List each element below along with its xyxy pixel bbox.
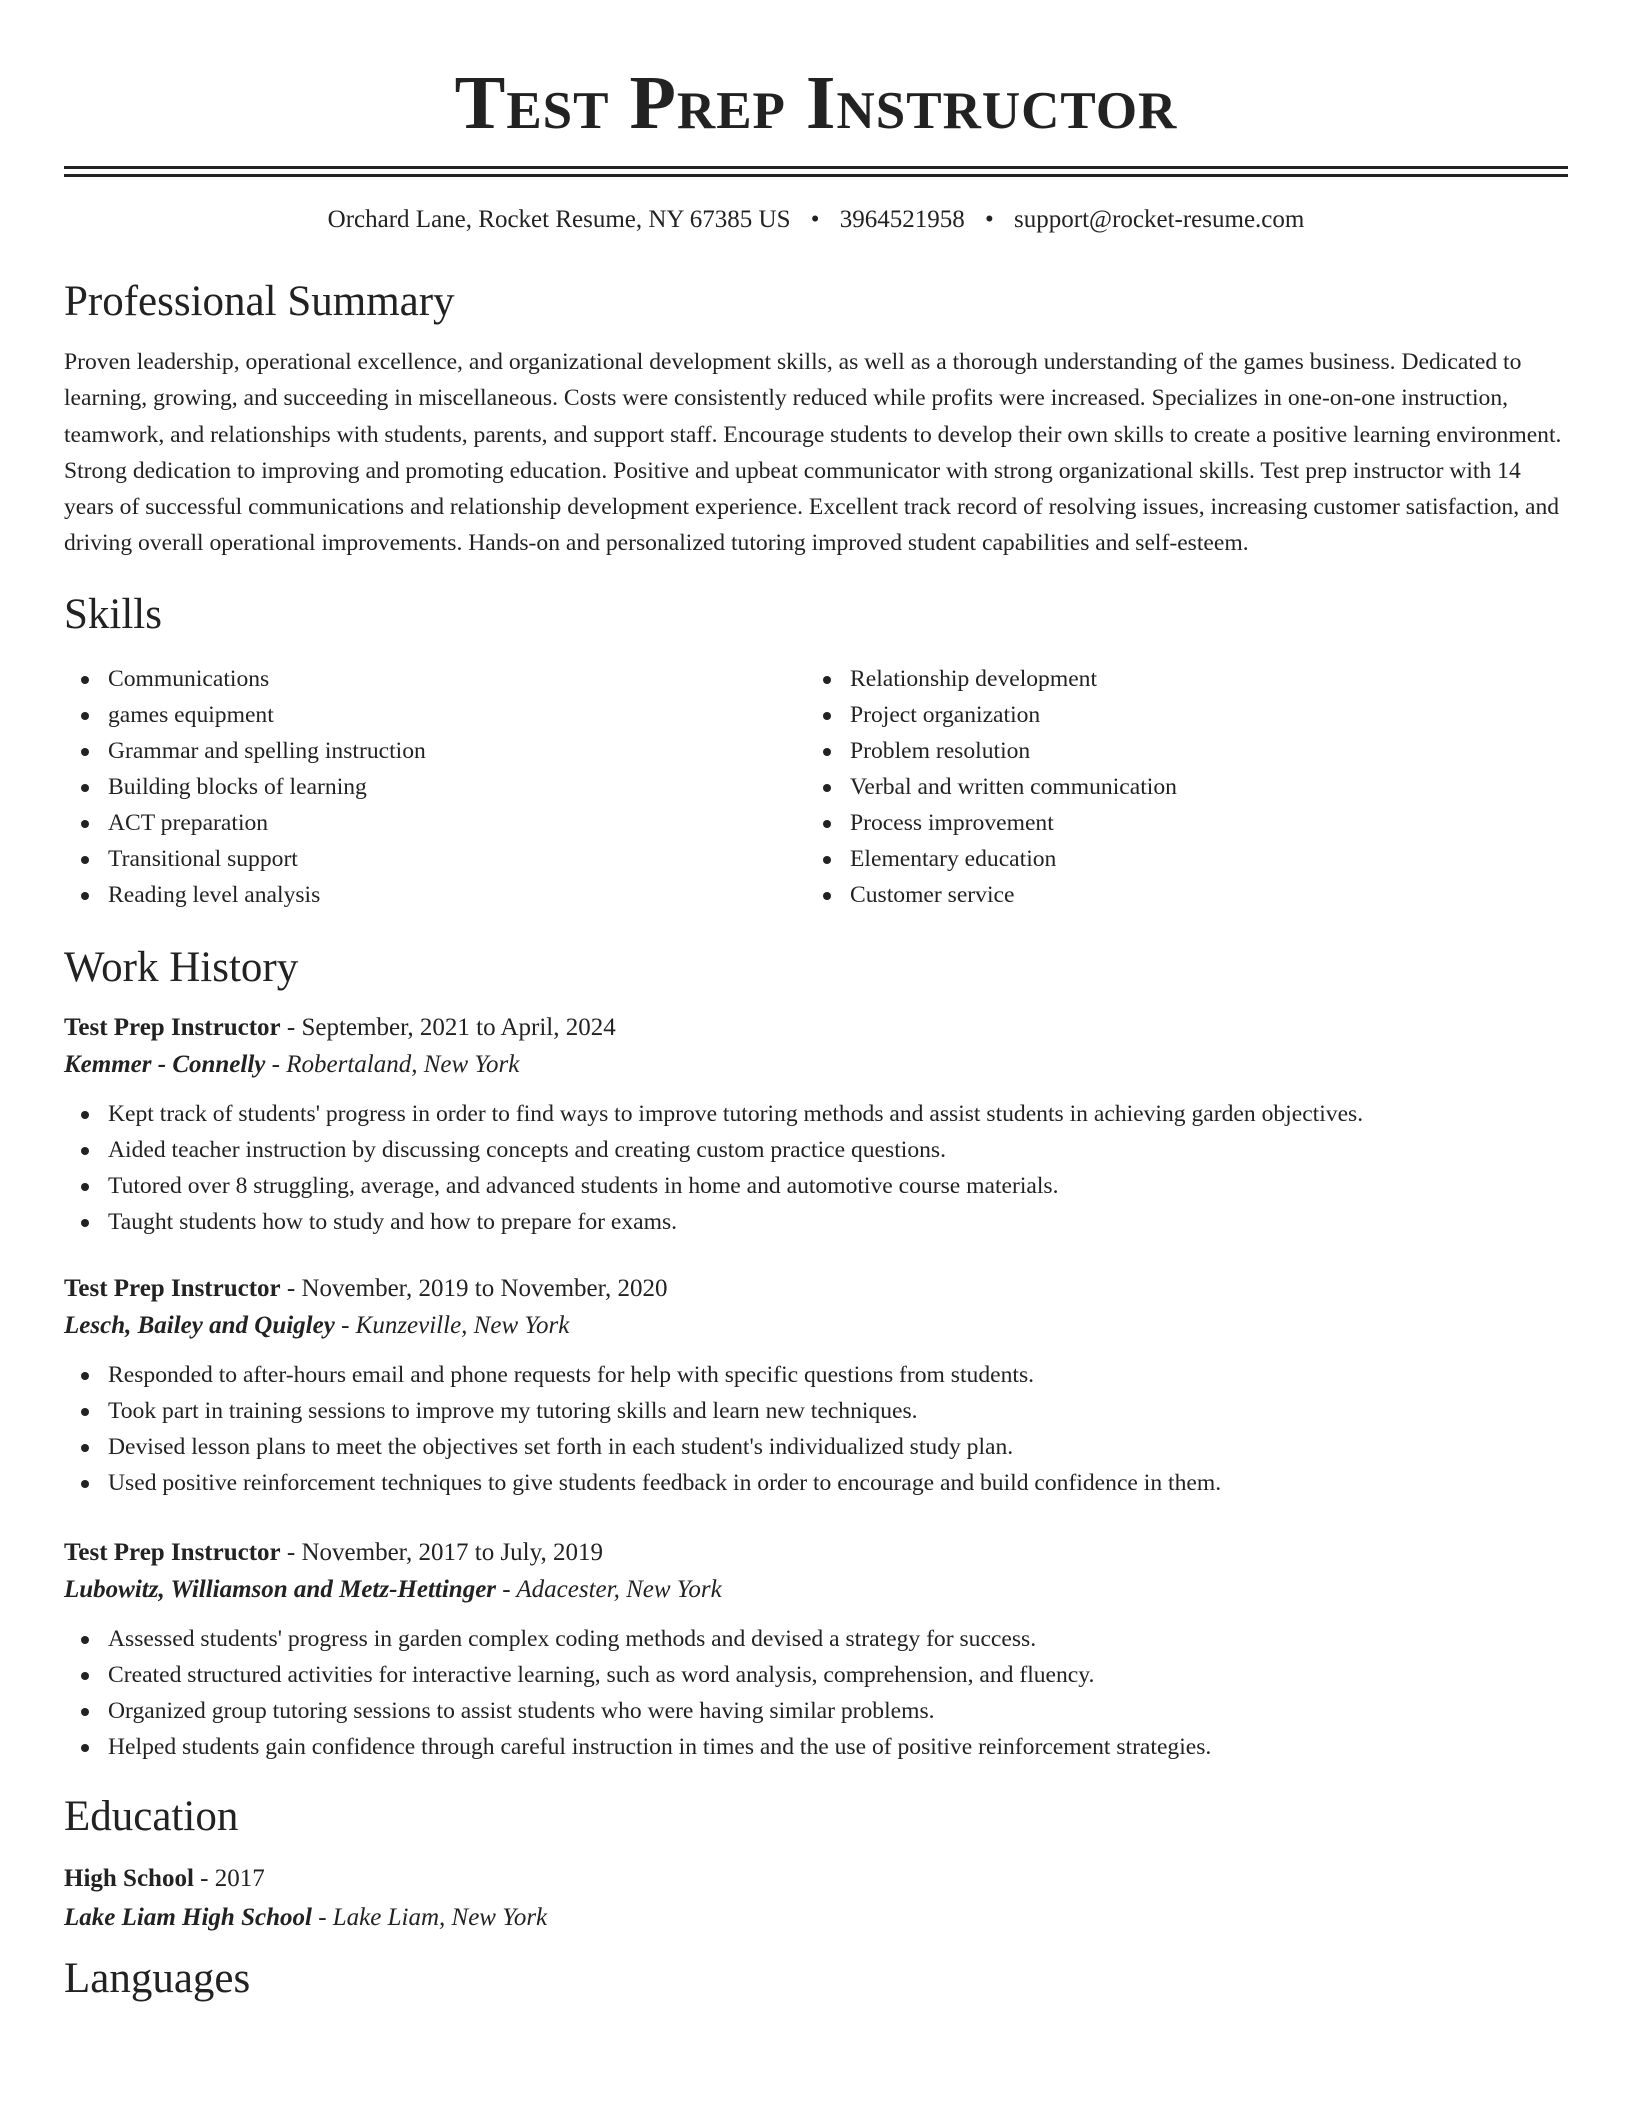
job-dash: -	[280, 1013, 302, 1041]
job-duty: Aided teacher instruction by discussing concepts and creating custom practice questions.	[64, 1132, 1568, 1168]
skills-column-left	[64, 661, 806, 913]
skill-item: Project organization	[806, 697, 1548, 733]
job-duty: Created structured activities for interactive learning, such as word analysis, comprehension, and fluency.	[64, 1657, 1568, 1693]
job-duty: Helped students gain confidence through careful instruction in times and the use of positive reinforcement strategies.	[64, 1729, 1568, 1765]
job-company-line	[64, 1046, 1568, 1084]
skill-item: Grammar and spelling instruction	[64, 733, 806, 769]
section-heading-education: Education	[64, 1792, 239, 1840]
job-duties	[64, 1096, 1568, 1240]
job-title: Test Prep Instructor	[64, 1274, 281, 1302]
job-title-line	[64, 1271, 1568, 1307]
job-dash: -	[334, 1311, 356, 1339]
contact-separator: •	[985, 206, 994, 233]
job-duty: Used positive reinforcement techniques to give students feedback in order to encourage and build confidence in them.	[64, 1465, 1568, 1501]
skill-item: Elementary education	[806, 841, 1548, 877]
job-company-line	[64, 1571, 1568, 1609]
job-duty: Tutored over 8 struggling, average, and advanced students in home and automotive course materials.	[64, 1168, 1568, 1204]
job-company: Kemmer - Connelly	[64, 1050, 266, 1078]
job-entry	[64, 1271, 1568, 1501]
job-company-line	[64, 1307, 1568, 1345]
skill-item: Building blocks of learning	[64, 769, 806, 805]
education-year: 2017	[214, 1864, 265, 1892]
education-degree-line	[64, 1859, 1568, 1899]
job-duty: Responded to after-hours email and phone requests for help with specific questions from students.	[64, 1357, 1568, 1393]
education-location: Lake Liam, New York	[332, 1903, 548, 1931]
job-location: Adacester, New York	[516, 1575, 722, 1603]
skill-item: Verbal and written communication	[806, 769, 1548, 805]
job-title-line	[64, 1535, 1568, 1571]
skill-item: Communications	[64, 661, 806, 697]
skill-item: Problem resolution	[806, 733, 1548, 769]
skills-list	[64, 661, 1568, 913]
job-company: Lesch, Bailey and Quigley	[64, 1311, 335, 1339]
contact-separator: •	[810, 206, 820, 233]
job-dash: -	[280, 1274, 302, 1302]
job-duty: Devised lesson plans to meet the objectives set forth in each student's individualized study plan.	[64, 1429, 1568, 1465]
education-entry	[64, 1859, 1568, 1937]
job-duty: Organized group tutoring sessions to assist students who were having similar problems.	[64, 1693, 1568, 1729]
header-divider	[64, 166, 1568, 177]
job-duties	[64, 1621, 1568, 1765]
resume-page	[64, 0, 1568, 2005]
job-dates: November, 2017 to July, 2019	[301, 1538, 603, 1566]
education-degree: High School	[64, 1864, 194, 1892]
skills-column-right	[806, 661, 1548, 913]
skill-item: ACT preparation	[64, 805, 806, 841]
job-title: Test Prep Instructor	[64, 1538, 281, 1566]
job-dates: September, 2021 to April, 2024	[301, 1013, 616, 1041]
job-title: Test Prep Instructor	[64, 1013, 281, 1041]
job-company: Lubowitz, Williamson and Metz-Hettinger	[64, 1575, 497, 1603]
job-dash: -	[280, 1538, 302, 1566]
section-heading-languages: Languages	[64, 1954, 251, 2002]
contact-line	[64, 204, 1568, 236]
skill-item: Customer service	[806, 877, 1548, 913]
section-heading-work-history: Work History	[64, 943, 299, 991]
contact-email: support@rocket-resume.com	[1014, 206, 1305, 233]
skill-item: games equipment	[64, 697, 806, 733]
job-dates: November, 2019 to November, 2020	[301, 1274, 668, 1302]
section-heading-skills: Skills	[64, 590, 162, 638]
contact-address: Orchard Lane, Rocket Resume, NY 67385 US	[327, 206, 791, 233]
job-location: Kunzeville, New York	[355, 1311, 570, 1339]
candidate-name: Test Prep Instructor	[454, 61, 1178, 145]
job-duty: Assessed students' progress in garden complex coding methods and devised a strategy for success.	[64, 1621, 1568, 1657]
job-duty: Taught students how to study and how to prepare for exams.	[64, 1204, 1568, 1240]
education-dash: -	[193, 1864, 215, 1892]
skill-item: Reading level analysis	[64, 877, 806, 913]
section-heading-summary: Professional Summary	[64, 278, 455, 325]
job-duty: Took part in training sessions to improve my tutoring skills and learn new techniques.	[64, 1393, 1568, 1429]
job-entry	[64, 1010, 1568, 1240]
contact-phone: 3964521958	[839, 206, 965, 233]
job-title-line	[64, 1010, 1568, 1046]
skill-item: Transitional support	[64, 841, 806, 877]
job-dash: -	[496, 1575, 517, 1603]
summary-text: Proven leadership, operational excellence, and organizational development skills, as well as a thorough understanding of the games business. Dedicated to learning, growing, and succeeding in miscellaneous. Costs were consistently reduced while profits were increased. Specializes in one-on-one instruction, teamwork, and relationships with students, parents, and support staff. Encourage students to develop their own skills to create a positive learning environment. Strong dedication to improving and promoting education. Positive and upbeat communicator with strong organizational skills. Test prep instructor with 14 years of successful communications and relationship development experience. Excellent track record of resolving issues, increasing customer satisfaction, and driving overall operational improvements. Hands-on and personalized tutoring improved student capabilities and self-esteem.	[64, 349, 1562, 557]
job-duty: Kept track of students' progress in order to find ways to improve tutoring methods and assist students in achieving garden objectives.	[64, 1096, 1568, 1132]
skill-item: Process improvement	[806, 805, 1548, 841]
education-dash: -	[311, 1903, 333, 1931]
job-dash: -	[265, 1050, 287, 1078]
job-duties	[64, 1357, 1568, 1501]
job-location: Robertaland, New York	[286, 1050, 520, 1078]
education-school: Lake Liam High School	[64, 1903, 312, 1931]
skill-item: Relationship development	[806, 661, 1548, 697]
job-entry	[64, 1535, 1568, 1765]
education-school-line	[64, 1899, 1568, 1937]
